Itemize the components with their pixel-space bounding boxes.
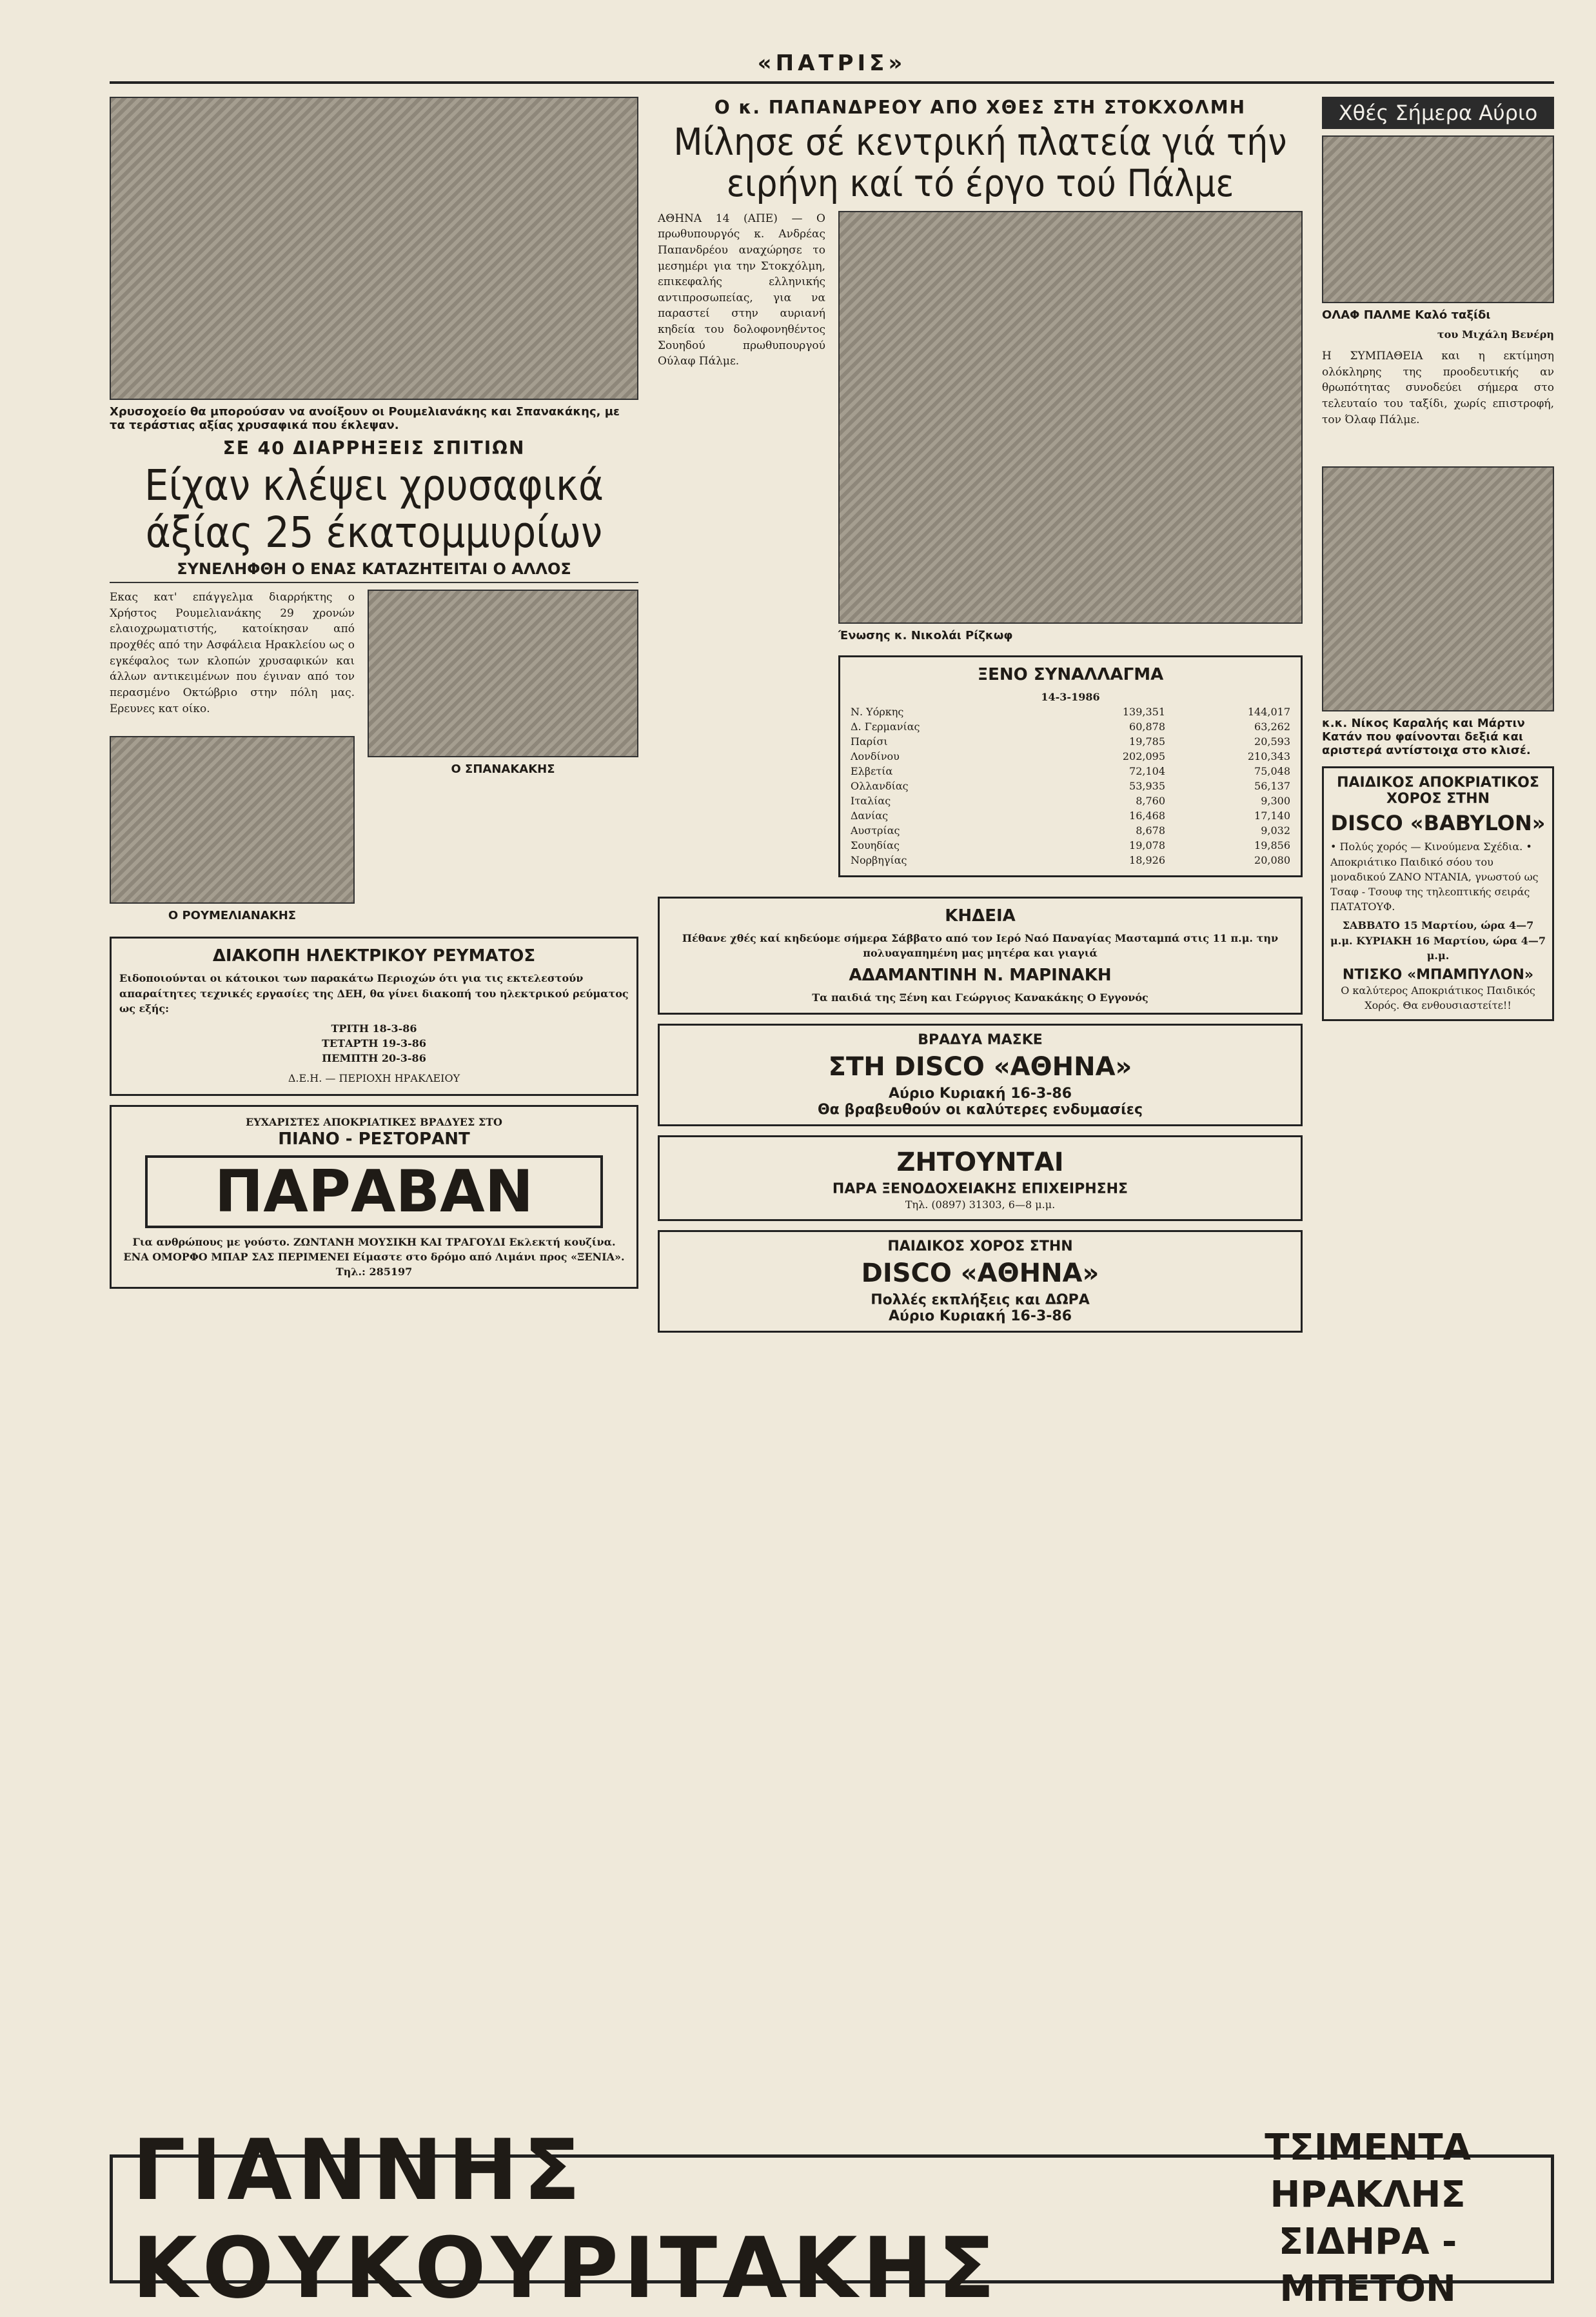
athina-mask-note: Θα βραβευθούν οι καλύτερες ενδυμασίες [817,1102,1143,1119]
fx-row [848,838,1293,853]
fx-row [848,764,1293,779]
fx-table-box [838,655,1303,877]
dei-day: ΠΕΜΠΤΗ 20-3-86 [322,1052,426,1065]
koukouritakis-ad [110,2121,1554,2317]
kideia-title: ΚΗΔΕΙΑ [945,906,1016,926]
spanakakis-caption: Ο ΣΠΑΝΑΚΑΚΗΣ [451,762,555,777]
fx-date: 14-3-1986 [1041,690,1100,703]
babylon-text: • Πολύς χορός — Κινούμενα Σχέδια. • Αποκριάτικο Παιδικό σόου του μοναδικού ΖΑΝΟ ΝΤΑΝΙΑ, γνωστού ως Τσαφ - Τσουφ της τηλεοπτικής σειράς ΠΑΤΑΤΟΥΦ. [1330,840,1539,913]
disco-kids-date: Αύριο Κυριακή 16-3-86 [888,1308,1072,1324]
fx-row [848,779,1293,793]
right-column [1322,97,1554,1021]
babylon-dates: ΣΑΒΒΑΤΟ 15 Μαρτίου, ώρα 4—7 μ.μ. ΚΥΡΙΑΚΗ 16 Μαρτίου, ώρα 4—7 μ.μ. [1330,919,1546,962]
kideia-sign: Τα παιδιά της Ξένη και Γεώργιος Κανακάκης Ο Εγγονός [812,991,1148,1004]
zitounai-title: ΖΗΤΟΥΝΤΑΙ [896,1148,1064,1178]
disco-kids-top: ΠΑΙΔΙΚΟΣ ΧΟΡΟΣ ΣΤΗΝ [887,1238,1073,1255]
newspaper-page [110,45,1554,2317]
karalis-photo [1322,466,1554,711]
article-headline: Είχαν κλέψει χρυσαφικά άξίας 25 έκατομμυρίων [144,461,604,557]
disco-kids-text: Πολλές εκπλήξεις και ΔΩΡΑ [871,1291,1090,1308]
fx-currency: Δ. Γερμανίας [851,720,920,733]
fx-rate: 72,104 [1129,764,1166,777]
fx-rate: 20,593 [1254,735,1290,748]
kideia-text: Πέθανε χθές καί κηδεύομε σήμερα Σάββατο από τον Ιερό Ναό Παναγίας Μασταμπά στις 11 π.μ. την πολυαγαπημένη μας μητέρα και γιαγιά [682,931,1279,959]
fx-row [848,823,1293,838]
fx-rate: 19,785 [1129,735,1166,748]
fx-rate: 53,935 [1129,779,1166,792]
fx-currency: Ελβετία [851,764,893,777]
babylon-name: DISCO «BABYLON» [1330,811,1546,836]
fx-rate: 9,032 [1261,824,1290,837]
paravan-sub: ΠΙΑΝΟ - ΡΕΣΤΟΡΑΝΤ [278,1129,470,1149]
fx-currency: Ιταλίας [851,794,891,807]
palme-headline: Μίλησε σέ κεντρική πλατεία γιά τήν ειρήνη καί τό έργο τού Πάλμε [673,120,1287,205]
paravan-phone: Τηλ.: 285197 [335,1266,413,1278]
fx-row [848,808,1293,823]
kideia-name: ΑΔΑΜΑΝΤΙΝΗ Ν. ΜΑΡΙΝΑΚΗ [849,966,1112,986]
babylon-ntisko: ΝΤΙΣΚΟ «ΜΠΑΜΠΥΛΟΝ» [1342,966,1534,983]
fx-rate: 8,678 [1136,824,1166,837]
fx-currency: Δανίας [851,809,889,822]
fx-rate: 210,343 [1247,750,1290,762]
athina-mask-name: ΣΤΗ DISCO «ΑΘΗΝΑ» [828,1052,1132,1082]
fx-rate: 144,017 [1247,705,1290,718]
palme-photo-caption: ΟΛΑΦ ΠΑΛΜΕ Καλό ταξίδι [1322,308,1491,322]
athina-mask-ad [658,1024,1303,1126]
paravan-text: Για ανθρώπους με γούστο. ΖΩΝΤΑΝΗ ΜΟΥΣΙΚΗ ΚΑΙ ΤΡΑΓΟΥΔΙ Εκλεκτή κουζίνα. ΕΝΑ ΟΜΟΡΦΟ ΜΠΑΡ ΣΑΣ ΠΕΡΙΜΕΝΕΙ Είμαστε στο δρόμο από Λιμάνι προς «ΞΕΝΙΑ». [123,1235,625,1263]
fx-row [848,749,1293,764]
papandreou-photo [838,211,1303,624]
dei-intro: Ειδοποιούνται οι κάτοικοι των παρακάτω Περιοχών ότι για τις εκτελεστούν απαραίτητες τεχνικές εργασίες της ΔΕΗ, θα γίνει διακοπή του ηλεκτρικού ρεύματος ως εξής: [119,972,629,1015]
fx-rate: 17,140 [1254,809,1290,822]
roumelianakis-photo [110,736,355,904]
fx-row [848,793,1293,808]
fx-currency: Λονδίνου [851,750,900,762]
karalis-caption: κ.κ. Νίκος Καραλής και Μάρτιν Κατάν που φαίνονται δεξιά και αριστερά αντίστοιχα στο κλισέ. [1322,717,1531,758]
fx-rate: 139,351 [1122,705,1166,718]
dei-day: ΤΕΤΑΡΤΗ 19-3-86 [322,1037,426,1050]
fx-row [848,704,1293,719]
fx-title: ΞΕΝΟ ΣΥΝΑΛΛΑΓΜΑ [977,664,1164,684]
article-body: Εκας κατ' επάγγελμα διαρρήκτης ο Χρήστος Ρουμελιανάκης 29 χρονών ελαιοχρωματιστής, κατοίκησαν από προχθές από την Ασφάλεια Ηρακλείου ως ο εγκέφαλος των κλοπών χρυσαφικών και άλλων αντικειμένων που έγιναν από τον περασμένο Οκτώβριο στην πόλη μας. Ερευνες κατ οίκο. [110,591,355,715]
fx-rate: 19,078 [1129,839,1166,851]
fx-row [848,719,1293,734]
zitounai-sub: ΠΑΡΑ ΞΕΝΟΔΟΧΕΙΑΚΗΣ ΕΠΙΧΕΙΡΗΣΗΣ [832,1181,1128,1198]
fx-rate: 19,856 [1254,839,1290,851]
fx-rate: 56,137 [1254,779,1290,792]
koukouritakis-products [1204,2125,1532,2312]
kideia-notice [658,897,1303,1015]
koukouritakis-line1: ΤΣΙΜΕΝΤΑ ΗΡΑΚΛΗΣ [1265,2127,1471,2216]
left-column [110,97,638,1289]
middle-column [658,97,1303,1333]
fx-row [848,734,1293,749]
koukouritakis-line2: ΣΙΔΗΡΑ - ΜΠΕΤΟΝ [1278,2221,1457,2310]
fx-rate: 9,300 [1261,794,1290,807]
fx-rate: 63,262 [1254,720,1290,733]
fx-currency: Ολλανδίας [851,779,909,792]
fx-currency: Παρίσι [851,735,888,748]
paravan-top: ΕΥΧΑΡΙΣΤΕΣ ΑΠΟΚΡΙΑΤΙΚΕΣ ΒΡΑΔΥΕΣ ΣΤΟ [246,1115,502,1128]
fx-currency: Νορβηγίας [851,853,907,866]
dei-notice [110,937,638,1095]
fx-row [848,853,1293,868]
palme-kicker: Ο κ. ΠΑΠΑΝΔΡΕΟΥ ΑΠΟ ΧΘΕΣ ΣΤΗ ΣΤΟΚΧΟΛΜΗ [714,97,1246,118]
athina-mask-date: Αύριο Κυριακή 16-3-86 [888,1086,1072,1102]
fx-rate: 18,926 [1129,853,1166,866]
dei-signature: Δ.Ε.Η. — ΠΕΡΙΟΧΗ ΗΡΑΚΛΕΙΟΥ [288,1072,460,1085]
jewelry-photo [110,97,638,400]
paravan-ad [110,1105,638,1289]
roumelianakis-caption: Ο ΡΟΥΜΕΛΙΑΝΑΚΗΣ [168,909,297,923]
article-kicker: ΣΕ 40 ΔΙΑΡΡΗΞΕΙΣ ΣΠΙΤΙΩΝ [222,437,526,459]
disco-athina-kids-ad [658,1230,1303,1333]
athina-mask-top: ΒΡΑΔΥΑ ΜΑΣΚΕ [918,1032,1043,1049]
fx-table [848,704,1293,868]
disco-kids-name: DISCO «ΑΘΗΝΑ» [861,1258,1099,1288]
section-banner: Χθές Σήμερα Αύριο [1322,97,1554,129]
babylon-top: ΠΑΙΔΙΚΟΣ ΑΠΟΚΡΙΑΤΙΚΟΣ ΧΟΡΟΣ ΣΤΗΝ [1337,775,1539,808]
koukouritakis-name: ΓΙΑΝΝΗΣ ΚΟΥΚΟΥΡΙΤΑΚΗΣ [132,2121,1001,2317]
fx-rate: 60,878 [1129,720,1166,733]
paravan-logo: ΠΑΡΑΒΑΝ [145,1155,603,1228]
spanakakis-photo [368,590,638,757]
zitounai-ad [658,1135,1303,1220]
palme-photo [1322,135,1554,303]
fx-currency: Αυστρίας [851,824,900,837]
column-author: του Μιχάλη Βενέρη [1437,328,1554,341]
masthead: «ΠΑΤΡΙΣ» [110,45,1554,84]
fx-rate: 16,468 [1129,809,1166,822]
fx-rate: 75,048 [1254,764,1290,777]
dei-title: ΔΙΑΚΟΠΗ ΗΛΕΚΤΡΙΚΟΥ ΡΕΥΜΑΤΟΣ [212,946,536,966]
dei-day: ΤΡΙΤΗ 18-3-86 [331,1022,417,1035]
babylon-ad [1322,766,1554,1021]
zitounai-tel: Τηλ. (0897) 31303, 6—8 μ.μ. [905,1198,1056,1211]
fx-currency: Σουηδίας [851,839,900,851]
babylon-slogan: Ο καλύτερος Αποκριάτικος Παιδικός Χορός. Θα ενθουσιαστείτε!! [1341,984,1535,1012]
jewelry-photo-caption: Χρυσοχοείο θα μπορούσαν να ανοίξουν οι Ρουμελιανάκης και Σπανακάκης, με τα τεράστιας αξίας χρυσαφικά που έκλεψαν. [110,405,620,432]
papandreou-caption: Ένωσης κ. Νικολάι Ρίζκωφ [838,628,1013,642]
fx-currency: Ν. Υόρκης [851,705,904,718]
column-body: Η ΣΥΜΠΑΘΕΙΑ και η εκτίμηση ολόκληρης της προοδευτικής αν θρωπότητας συνοδεύει σήμερα στο τελευταίο του ταξίδι, χωρίς επιστροφή, τον Όλαφ Πάλμε. [1322,350,1554,426]
palme-body: ΑΘΗΝΑ 14 (ΑΠΕ) — Ο πρωθυπουργός κ. Ανδρέας Παπανδρέου αναχώρησε το μεσημέρι για την Στοκχόλμη, επικεφαλής ελληνικής αντιπροσωπείας, για να παραστεί στην αυριανή κηδεία του δολοφονηθέντος Σουηδού πρωθυπουργού Ούλαφ Πάλμε. [658,212,825,368]
fx-rate: 20,080 [1254,853,1290,866]
fx-rate: 202,095 [1122,750,1166,762]
fx-rate: 8,760 [1136,794,1166,807]
article-subhead: ΣΥΝΕΛΗΦΘΗ Ο ΕΝΑΣ ΚΑΤΑΖΗΤΕΙΤΑΙ Ο ΑΛΛΟΣ [110,560,638,583]
